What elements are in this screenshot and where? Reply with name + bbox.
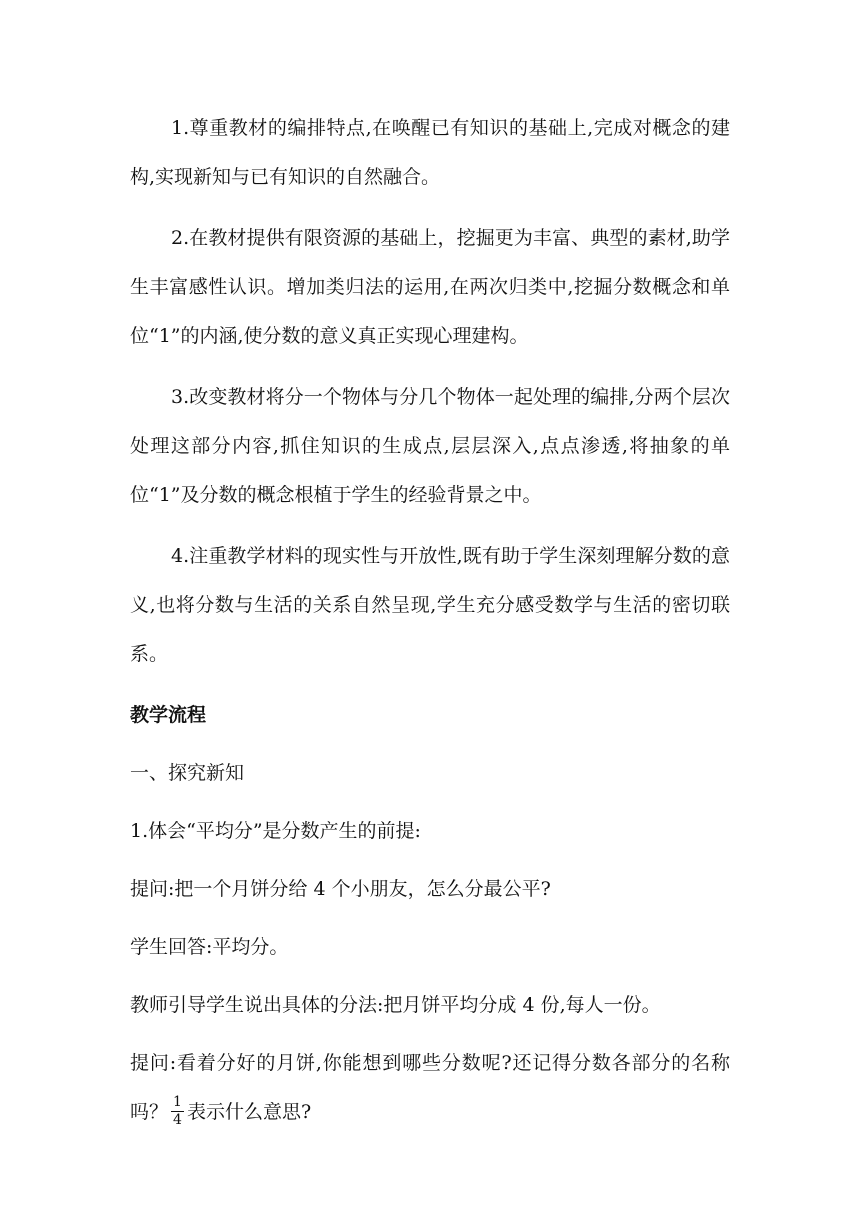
step-1-title: 1.体会“平均分”是分数产生的前提: <box>130 820 421 842</box>
fraction-denominator: 4 <box>173 1111 182 1128</box>
question-2 <box>130 1039 730 1137</box>
subsection-title: 一、探究新知 <box>130 762 245 784</box>
question-2-tail: 表示什么意思? <box>186 1101 312 1123</box>
fraction-one-quarter <box>171 1095 184 1128</box>
question-2-text: 提问:看着分好的月饼,你能想到哪些分数呢?还记得分数各部分的名称吗？ <box>130 1052 730 1123</box>
principle-2: 2.在教材提供有限资源的基础上，挖掘更为丰富、典型的素材,助学生丰富感性认识。增加类归法的运用,在两次归类中,挖掘分数概念和单位“1”的内涵,使分数的意义真正实现心理建构。 <box>130 227 730 347</box>
question-1: 提问:把一个月饼分给 4 个小朋友，怎么分最公平? <box>130 878 551 900</box>
teacher-guide: 教师引导学生说出具体的分法:把月饼平均分成 4 份,每人一份。 <box>130 994 661 1016</box>
principle-1: 1.尊重教材的编排特点,在唤醒已有知识的基础上,完成对概念的建构,实现新知与已有知识的自然融合。 <box>130 117 730 188</box>
document-page <box>130 104 730 1149</box>
principle-4: 4.注重教学材料的现实性与开放性,既有助于学生深刻理解分数的意义,也将分数与生活的关系自然呈现,学生充分感受数学与生活的密切联系。 <box>130 545 730 665</box>
fraction-numerator: 1 <box>173 1093 182 1110</box>
principle-3: 3.改变教材将分一个物体与分几个物体一起处理的编排,分两个层次处理这部分内容,抓住知识的生成点,层层深入,点点渗透,将抽象的单位“1”及分数的概念根植于学生的经验背景之中。 <box>130 386 730 506</box>
section-heading: 教学流程 <box>130 704 207 726</box>
answer-1: 学生回答:平均分。 <box>130 936 289 958</box>
